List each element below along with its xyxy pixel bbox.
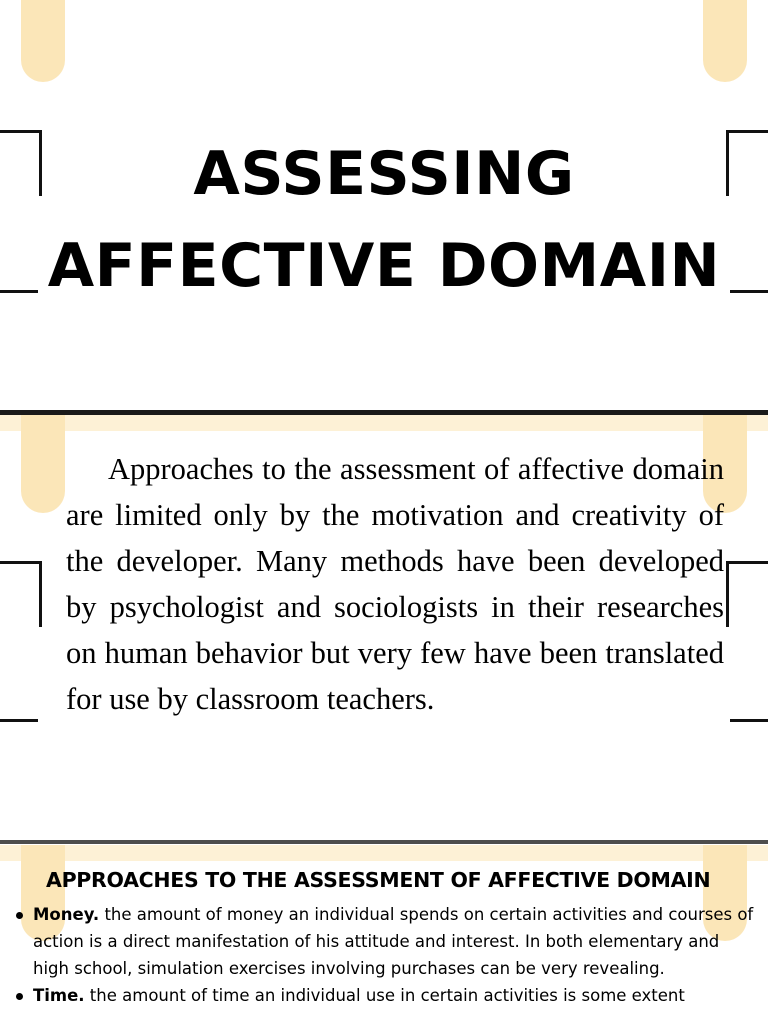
decorative-peg-left [21, 415, 65, 513]
title-line-1: ASSESSING [193, 139, 575, 209]
decorative-band [0, 415, 768, 431]
underline-bracket-left [0, 719, 38, 722]
slide-divider [0, 840, 768, 844]
intro-paragraph: Approaches to the assessment of affective domain are limited only by the motivation and creativity of the developer. Many methods have been developed by psychologist and sociologists in their researches on human behavior but very few have been translated for use by classroom teachers. [66, 452, 724, 716]
corner-bracket-left [0, 561, 42, 627]
title-line-2: AFFECTIVE DOMAIN [47, 231, 721, 301]
corner-bracket-right [726, 561, 768, 627]
section-heading: APPROACHES TO THE ASSESSMENT OF AFFECTIVE DOMAIN [46, 868, 711, 892]
approaches-list [12, 901, 760, 1009]
page-title [0, 128, 768, 312]
decorative-band [0, 845, 768, 861]
decorative-peg-right [703, 0, 747, 82]
decorative-peg-left [21, 0, 65, 82]
bullet-icon [16, 912, 23, 919]
list-item [12, 901, 760, 982]
item-text: the amount of time an individual use in certain activities is some extent [84, 986, 685, 1005]
item-term: Time. [33, 986, 85, 1005]
underline-bracket-right [730, 719, 768, 722]
bullet-icon [16, 993, 23, 1000]
title-slide [0, 0, 768, 410]
item-text: the amount of money an individual spends on certain activities and courses of action is a direct manifestation of his attitude and interest. In both elementary and high school, simulation exercises involving purchases can be very revealing. [33, 905, 754, 978]
item-term: Money. [33, 905, 100, 924]
list-item [12, 982, 760, 1009]
